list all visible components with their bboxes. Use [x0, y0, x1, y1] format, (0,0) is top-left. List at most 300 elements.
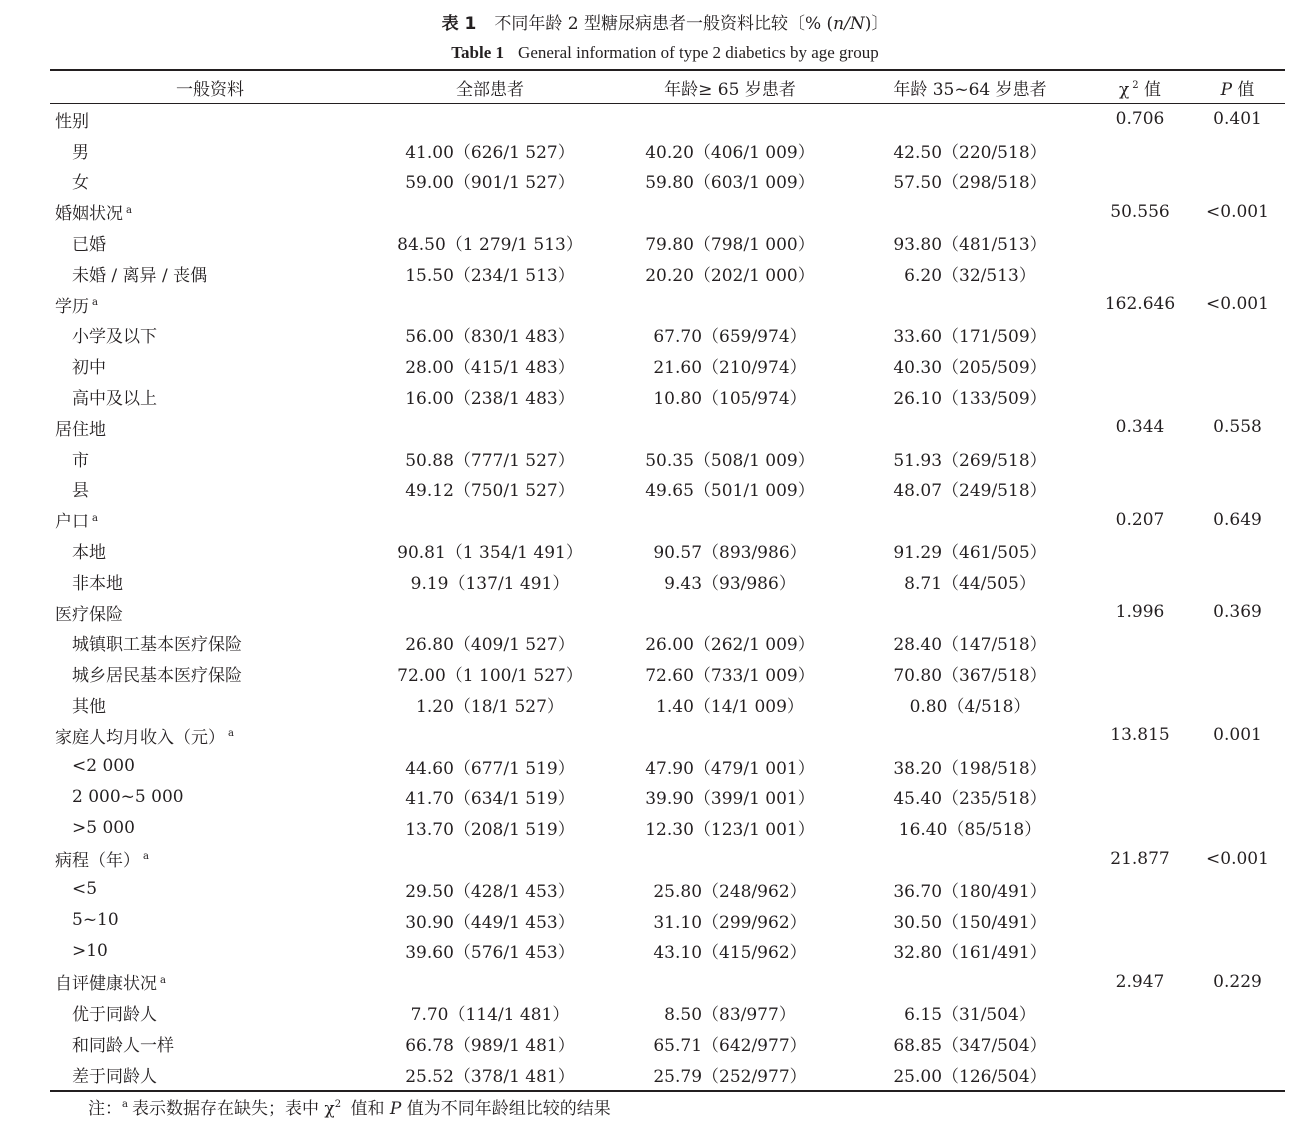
table-row: [50, 689, 1285, 720]
row-label-text: 高中及以上: [72, 389, 157, 410]
cell-age-65-plus: [610, 446, 850, 471]
cell-age-35-64: [850, 784, 1090, 809]
cell-all-patients: [370, 938, 610, 963]
table-title-unit: n/N: [833, 14, 865, 34]
cell-age-65-plus: [610, 877, 850, 902]
cell-age-35-64-text: 25.00（126/504）: [893, 1066, 1047, 1087]
row-label: [50, 538, 370, 563]
cell-age-35-64-text: 38.20（198/518）: [893, 758, 1047, 779]
cell-age-65-plus-text: 43.10（415/962）: [653, 943, 807, 964]
cell-all-patients-text: 66.78（989/1 481）: [405, 1035, 575, 1056]
cell-all-patients-text: 72.00（1 100/1 527）: [397, 666, 583, 687]
cell-all-patients: [370, 1062, 610, 1087]
cell-all-patients-text: 28.00（415/1 483）: [405, 358, 575, 379]
cell-age-35-64: [850, 230, 1090, 255]
cell-age-65-plus-text: 1.40（14/1 009）: [656, 697, 804, 718]
row-label-text: 女: [72, 173, 89, 194]
cell-age-35-64: [850, 446, 1090, 471]
cell-age-65-plus: [610, 384, 850, 409]
note-chi: χ: [324, 1099, 335, 1119]
cell-age-35-64: [850, 661, 1090, 686]
cell-age-35-64: [850, 538, 1090, 563]
cell-all-patients: [370, 630, 610, 655]
table-row: [50, 874, 1285, 905]
cell-all-patients: [370, 322, 610, 347]
row-label-text: 优于同龄人: [72, 1005, 157, 1025]
cell-age-35-64: [850, 815, 1090, 840]
cell-age-65-plus-text: 47.90（479/1 001）: [645, 758, 815, 779]
cell-age-65-plus-text: 72.60（733/1 009）: [645, 666, 815, 687]
row-label: [50, 910, 370, 930]
row-label: [50, 384, 370, 409]
cell-p-value: [1190, 972, 1285, 992]
row-label: [50, 322, 370, 347]
table-row: [50, 812, 1285, 843]
note-text-2: 值和: [345, 1099, 390, 1119]
cell-age-35-64: [850, 138, 1090, 163]
table-caption-en: [0, 41, 1300, 65]
cell-all-patients-text: 50.88（777/1 527）: [405, 450, 575, 471]
cell-all-patients: [370, 569, 610, 594]
cell-age-35-64: [850, 1000, 1090, 1025]
row-label-text: 家庭人均月收入（元）: [55, 727, 225, 748]
cell-age-35-64-text: 36.70（180/491）: [893, 881, 1047, 902]
row-label-text: 本地: [72, 543, 106, 564]
cell-age-65-plus-text: 8.50（83/977）: [664, 1005, 796, 1025]
cell-chi-square: [1090, 602, 1190, 622]
row-label: [50, 692, 370, 717]
cell-all-patients-text: 25.52（378/1 481）: [405, 1066, 575, 1087]
row-label: [50, 507, 370, 532]
table-row: [50, 474, 1285, 505]
table-title-en: General information of type 2 diabetics by age group: [518, 43, 879, 62]
row-label-text: 城镇职工基本医疗保险: [72, 635, 242, 656]
cell-all-patients: [370, 538, 610, 563]
cell-age-35-64: [850, 877, 1090, 902]
category-row: [50, 720, 1285, 751]
cell-all-patients: [370, 908, 610, 933]
row-label-text: <2 000: [72, 756, 135, 777]
cell-age-65-plus: [610, 353, 850, 378]
table-footnote: [88, 1094, 611, 1119]
cell-p-value-text: 0.558: [1213, 417, 1262, 438]
cell-chi-square: [1090, 510, 1190, 530]
table-row: [50, 782, 1285, 813]
cell-p-value-text: <0.001: [1206, 848, 1269, 869]
chi-suffix: 值: [1138, 79, 1162, 100]
table-row: [50, 227, 1285, 258]
row-label-text: 居住地: [55, 419, 106, 440]
category-row: [50, 412, 1285, 443]
header-general-info: 一般资料: [176, 79, 244, 100]
cell-chi-square: [1090, 725, 1190, 745]
cell-age-35-64-text: 33.60（171/509）: [893, 327, 1047, 348]
cell-all-patients: [370, 784, 610, 809]
cell-all-patients-text: 7.70（114/1 481）: [410, 1005, 570, 1025]
p-suffix: 值: [1232, 79, 1255, 100]
cell-age-65-plus-text: 26.00（262/1 009）: [645, 635, 815, 656]
row-label-text: 非本地: [72, 573, 123, 594]
cell-p-value-text: 0.401: [1213, 109, 1262, 130]
row-label-text: 学历: [55, 296, 89, 317]
cell-all-patients: [370, 877, 610, 902]
cell-age-35-64-text: 6.20（32/513）: [904, 265, 1036, 286]
table-body: [50, 104, 1285, 1090]
cell-age-35-64: [850, 384, 1090, 409]
header-all-patients: 全部患者: [456, 79, 524, 100]
cell-all-patients: [370, 138, 610, 163]
table-title-cn: 不同年龄 2 型糖尿病患者一般资料比较〔% (: [494, 14, 834, 34]
cell-age-65-plus: [610, 230, 850, 255]
cell-all-patients-text: 16.00（238/1 483）: [405, 389, 575, 410]
cell-age-65-plus-text: 39.90（399/1 001）: [645, 789, 815, 810]
cell-all-patients-text: 44.60（677/1 519）: [405, 758, 575, 779]
cell-chi-square: [1090, 417, 1190, 437]
cell-age-35-64: [850, 908, 1090, 933]
table-row: [50, 166, 1285, 197]
table-row: [50, 535, 1285, 566]
cell-age-65-plus-text: 31.10（299/962）: [653, 912, 807, 933]
cell-age-35-64-text: 26.10（133/509）: [893, 389, 1047, 410]
category-row: [50, 843, 1285, 874]
row-label: [50, 476, 370, 501]
cell-age-35-64-text: 28.40（147/518）: [893, 635, 1047, 656]
cell-p-value: [1190, 510, 1285, 530]
cell-all-patients: [370, 168, 610, 193]
cell-age-35-64: [850, 1031, 1090, 1056]
chi-sup: 2: [1132, 79, 1139, 91]
row-label-text: 医疗保险: [55, 604, 123, 625]
cell-chi-square-text: 13.815: [1110, 725, 1170, 746]
cell-p-value-text: 0.229: [1213, 971, 1262, 992]
cell-chi-square: [1090, 972, 1190, 992]
row-label: [50, 261, 370, 286]
cell-all-patients: [370, 661, 610, 686]
cell-p-value: [1190, 725, 1285, 745]
row-label-text: 自评健康状况: [55, 974, 157, 995]
cell-p-value: [1190, 417, 1285, 437]
cell-chi-square-text: 162.646: [1104, 294, 1176, 315]
note-p: P: [389, 1099, 402, 1119]
cell-all-patients: [370, 446, 610, 471]
cell-age-65-plus: [610, 630, 850, 655]
cell-age-35-64-text: 93.80（481/513）: [893, 235, 1047, 256]
table-header-row: [50, 71, 1285, 104]
cell-age-35-64-text: 70.80（367/518）: [893, 666, 1047, 687]
cell-age-35-64: [850, 754, 1090, 779]
row-label: [50, 846, 370, 871]
row-label-text: 已婚: [72, 235, 106, 256]
cell-p-value-text: 0.001: [1213, 725, 1262, 746]
category-row: [50, 196, 1285, 227]
cell-age-35-64-text: 51.93（269/518）: [893, 450, 1047, 471]
cell-all-patients: [370, 261, 610, 286]
cell-all-patients-text: 39.60（576/1 453）: [405, 943, 575, 964]
cell-age-35-64-text: 45.40（235/518）: [893, 789, 1047, 810]
cell-age-35-64: [850, 353, 1090, 378]
cell-age-65-plus: [610, 476, 850, 501]
table-row: [50, 135, 1285, 166]
cell-age-65-plus-text: 65.71（642/977）: [653, 1035, 807, 1056]
cell-age-65-plus: [610, 138, 850, 163]
cell-all-patients: [370, 230, 610, 255]
row-label: [50, 969, 370, 994]
cell-all-patients: [370, 815, 610, 840]
cell-age-35-64-text: 32.80（161/491）: [893, 943, 1047, 964]
category-row: [50, 597, 1285, 628]
cell-age-65-plus-text: 25.79（252/977）: [653, 1066, 807, 1087]
table-row: [50, 997, 1285, 1028]
table-number-cn: 表 1: [441, 14, 477, 34]
note-prefix: 注：: [88, 1099, 122, 1119]
row-label-text: 户口: [55, 512, 89, 533]
cell-p-value: [1190, 602, 1285, 622]
cell-age-35-64: [850, 630, 1090, 655]
missing-data-marker: a: [228, 728, 234, 740]
cell-all-patients-text: 59.00（901/1 527）: [405, 173, 575, 194]
missing-data-marker: a: [143, 851, 149, 863]
cell-p-value-text: <0.001: [1206, 201, 1269, 222]
row-label-text: 男: [72, 142, 89, 163]
table-row: [50, 381, 1285, 412]
cell-age-65-plus-text: 9.43（93/986）: [664, 573, 796, 594]
cell-age-35-64: [850, 168, 1090, 193]
cell-age-65-plus: [610, 938, 850, 963]
p-symbol: P: [1220, 79, 1233, 100]
cell-age-65-plus-text: 59.80（603/1 009）: [645, 173, 815, 194]
table-title-end: )〕: [864, 14, 889, 34]
cell-age-65-plus: [610, 322, 850, 347]
cell-age-65-plus: [610, 1000, 850, 1025]
cell-age-65-plus: [610, 1031, 850, 1056]
cell-chi-square: [1090, 849, 1190, 869]
row-label: [50, 292, 370, 317]
cell-all-patients: [370, 1031, 610, 1056]
cell-p-value-text: <0.001: [1206, 294, 1269, 315]
cell-p-value-text: 0.369: [1213, 602, 1262, 623]
cell-chi-square-text: 50.556: [1110, 201, 1170, 222]
cell-chi-square-text: 0.706: [1115, 109, 1165, 130]
note-sup: a: [122, 1099, 128, 1111]
cell-p-value-text: 0.649: [1213, 509, 1262, 530]
table-row: [50, 751, 1285, 782]
category-row: [50, 289, 1285, 320]
row-label: [50, 199, 370, 224]
cell-age-65-plus-text: 49.65（501/1 009）: [645, 481, 815, 502]
row-label-text: 其他: [72, 697, 106, 718]
row-label-text: 初中: [72, 358, 106, 379]
cell-age-65-plus-text: 40.20（406/1 009）: [645, 142, 815, 163]
table-row: [50, 658, 1285, 689]
row-label-text: >10: [72, 940, 108, 961]
row-label-text: 县: [72, 481, 89, 502]
cell-chi-square-text: 0.207: [1115, 509, 1165, 530]
row-label: [50, 661, 370, 686]
row-label-text: 小学及以下: [72, 327, 157, 348]
row-label: [50, 230, 370, 255]
cell-age-35-64-text: 48.07（249/518）: [893, 481, 1047, 502]
row-label: [50, 415, 370, 440]
missing-data-marker: a: [92, 512, 98, 524]
cell-chi-square-text: 0.344: [1115, 417, 1165, 438]
cell-age-65-plus: [610, 261, 850, 286]
data-table: [50, 69, 1285, 1092]
table-row: [50, 258, 1285, 289]
cell-p-value: [1190, 202, 1285, 222]
cell-age-65-plus-text: 50.35（508/1 009）: [645, 450, 815, 471]
table-row: [50, 443, 1285, 474]
note-text-1: 表示数据存在缺失；表中: [131, 1099, 325, 1119]
row-label-text: 婚姻状况: [55, 204, 123, 225]
cell-age-65-plus: [610, 538, 850, 563]
table-row: [50, 628, 1285, 659]
row-label-text: <5: [72, 879, 98, 900]
category-row: [50, 966, 1285, 997]
category-row: [50, 504, 1285, 535]
row-label: [50, 941, 370, 961]
cell-age-65-plus: [610, 168, 850, 193]
row-label: [50, 138, 370, 163]
cell-age-65-plus: [610, 815, 850, 840]
row-label: [50, 879, 370, 899]
missing-data-marker: a: [126, 204, 132, 216]
cell-all-patients-text: 49.12（750/1 527）: [405, 481, 575, 502]
row-label: [50, 569, 370, 594]
missing-data-marker: a: [92, 297, 98, 309]
cell-chi-square-text: 1.996: [1115, 602, 1165, 623]
table-row: [50, 350, 1285, 381]
cell-all-patients-text: 9.19（137/1 491）: [410, 573, 570, 594]
table-row: [50, 566, 1285, 597]
cell-age-35-64-text: 0.80（4/518）: [909, 697, 1031, 718]
cell-age-65-plus-text: 20.20（202/1 000）: [645, 265, 815, 286]
cell-age-35-64: [850, 322, 1090, 347]
table-number-en: Table 1: [451, 43, 505, 62]
row-label-text: 差于同龄人: [72, 1066, 157, 1087]
cell-age-65-plus-text: 67.70（659/974）: [653, 327, 807, 348]
cell-age-35-64: [850, 569, 1090, 594]
row-label: [50, 1062, 370, 1087]
cell-all-patients: [370, 353, 610, 378]
cell-chi-square-text: 21.877: [1110, 848, 1170, 869]
row-label-text: 病程（年）: [55, 851, 140, 872]
row-label: [50, 168, 370, 193]
note-chi-sup: 2: [334, 1099, 342, 1111]
cell-chi-square: [1090, 109, 1190, 129]
cell-age-35-64-text: 8.71（44/505）: [904, 573, 1036, 594]
cell-age-35-64-text: 68.85（347/504）: [893, 1035, 1047, 1056]
cell-chi-square-text: 2.947: [1115, 971, 1165, 992]
category-row: [50, 104, 1285, 135]
row-label: [50, 107, 370, 132]
cell-all-patients-text: 84.50（1 279/1 513）: [397, 235, 583, 256]
cell-age-35-64: [850, 938, 1090, 963]
row-label: [50, 756, 370, 776]
header-chi-square: [1090, 75, 1190, 100]
cell-age-35-64-text: 57.50（298/518）: [893, 173, 1047, 194]
missing-data-marker: a: [160, 974, 166, 986]
cell-age-65-plus: [610, 1062, 850, 1087]
table-row: [50, 1028, 1285, 1059]
cell-all-patients-text: 26.80（409/1 527）: [405, 635, 575, 656]
cell-age-65-plus: [610, 754, 850, 779]
row-label: [50, 446, 370, 471]
cell-age-65-plus: [610, 569, 850, 594]
row-label-text: >5 000: [72, 817, 135, 838]
row-label-text: 5~10: [72, 910, 119, 931]
chi-symbol: χ: [1118, 79, 1130, 100]
header-age-65-plus: 年龄≥ 65 岁患者: [664, 79, 796, 100]
cell-age-35-64-text: 40.30（205/509）: [893, 358, 1047, 379]
header-age-35-64: 年龄 35~64 岁患者: [893, 79, 1047, 100]
cell-age-65-plus: [610, 908, 850, 933]
cell-all-patients: [370, 754, 610, 779]
row-label: [50, 1000, 370, 1025]
cell-all-patients: [370, 476, 610, 501]
cell-age-65-plus: [610, 692, 850, 717]
cell-all-patients-text: 90.81（1 354/1 491）: [397, 543, 583, 564]
table-row: [50, 905, 1285, 936]
cell-chi-square: [1090, 202, 1190, 222]
cell-age-65-plus-text: 10.80（105/974）: [653, 389, 807, 410]
row-label: [50, 787, 370, 807]
cell-age-35-64-text: 42.50（220/518）: [893, 142, 1047, 163]
cell-all-patients: [370, 1000, 610, 1025]
cell-all-patients-text: 29.50（428/1 453）: [405, 881, 575, 902]
note-text-3: 值为不同年龄组比较的结果: [401, 1099, 611, 1119]
row-label: [50, 630, 370, 655]
cell-all-patients-text: 1.20（18/1 527）: [416, 697, 564, 718]
cell-all-patients-text: 30.90（449/1 453）: [405, 912, 575, 933]
row-label: [50, 723, 370, 748]
cell-age-65-plus-text: 79.80（798/1 000）: [645, 235, 815, 256]
row-label-text: 和同龄人一样: [72, 1035, 174, 1056]
cell-all-patients-text: 13.70（208/1 519）: [405, 820, 575, 841]
cell-age-35-64: [850, 261, 1090, 286]
table-caption-cn: [0, 12, 1300, 36]
cell-p-value: [1190, 294, 1285, 314]
cell-age-35-64-text: 6.15（31/504）: [904, 1005, 1036, 1025]
cell-chi-square: [1090, 294, 1190, 314]
row-label: [50, 353, 370, 378]
cell-age-65-plus: [610, 661, 850, 686]
row-label-text: 2 000~5 000: [72, 786, 184, 807]
cell-age-35-64-text: 16.40（85/518）: [898, 820, 1042, 841]
table-row: [50, 936, 1285, 967]
row-label-text: 性别: [55, 111, 89, 132]
cell-age-65-plus: [610, 784, 850, 809]
row-label-text: 未婚 / 离异 / 丧偶: [72, 265, 208, 286]
row-label-text: 城乡居民基本医疗保险: [72, 666, 242, 687]
header-p-value: [1190, 75, 1285, 100]
cell-age-65-plus-text: 25.80（248/962）: [653, 881, 807, 902]
cell-age-65-plus-text: 12.30（123/1 001）: [645, 820, 815, 841]
cell-age-35-64: [850, 1062, 1090, 1087]
row-label: [50, 818, 370, 838]
cell-age-65-plus-text: 90.57（893/986）: [653, 543, 807, 564]
cell-all-patients-text: 15.50（234/1 513）: [405, 265, 575, 286]
cell-age-35-64-text: 91.29（461/505）: [893, 543, 1047, 564]
cell-all-patients: [370, 384, 610, 409]
cell-all-patients-text: 56.00（830/1 483）: [405, 327, 575, 348]
table-row: [50, 320, 1285, 351]
cell-p-value: [1190, 109, 1285, 129]
cell-age-35-64-text: 30.50（150/491）: [893, 912, 1047, 933]
cell-p-value: [1190, 849, 1285, 869]
row-label-text: 市: [72, 450, 89, 471]
table-row: [50, 1059, 1285, 1090]
cell-all-patients: [370, 692, 610, 717]
